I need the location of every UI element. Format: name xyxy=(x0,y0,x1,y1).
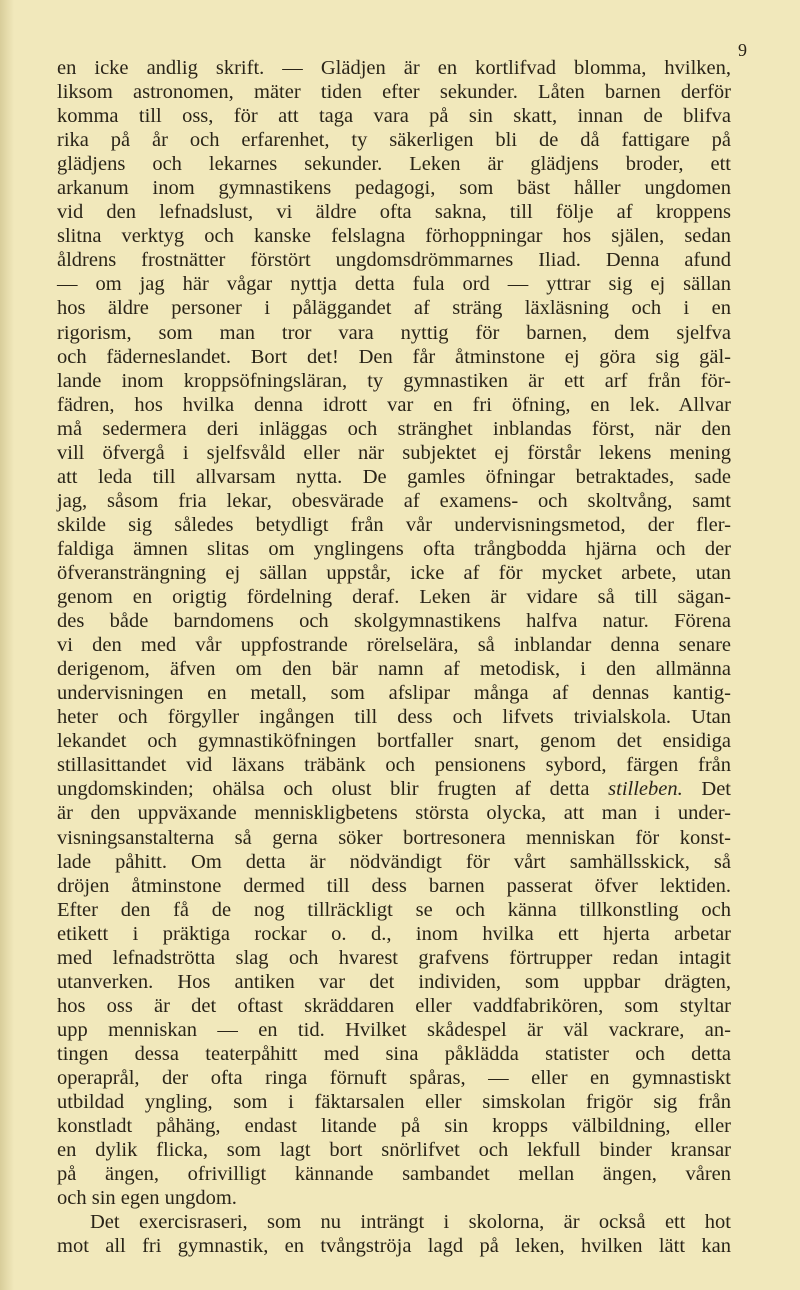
text-segment: konstladt påhäng, endast litande på sin kropps välbildning, eller xyxy=(57,1115,731,1138)
text-segment: hos äldre personer i påläggandet af sträng läxläsning och i en xyxy=(57,297,731,320)
text-segment: — om jag här vågar nyttja detta fula ord — yttrar sig ej sällan xyxy=(57,273,731,296)
text-segment: visningsanstalterna så gerna söker bortresonera menniskan för konst- xyxy=(57,826,731,849)
text-line xyxy=(57,345,731,369)
text-line xyxy=(57,994,731,1018)
text-line xyxy=(57,922,731,946)
text-segment: må sedermera deri inläggas och stränghet inblandas först, när den xyxy=(57,417,731,440)
text-segment: vi den med vår uppfostrande rörelselära, så inblandar denna senare xyxy=(57,634,731,657)
italic-text: stilleben. xyxy=(608,778,683,801)
text-line xyxy=(57,946,731,970)
text-line xyxy=(57,1162,731,1186)
text-segment: är den uppväxande menniskligbetens största olycka, att man i under- xyxy=(57,802,731,825)
text-segment: heter och förgyller ingången till dess och lifvets trivialskola. Utan xyxy=(57,706,731,729)
text-line xyxy=(57,296,731,320)
page-edge-shadow xyxy=(0,0,14,1290)
text-line xyxy=(57,585,731,609)
text-segment: hos oss är det oftast skräddaren eller vaddfabrikören, som styltar xyxy=(57,994,731,1017)
text-segment: på ängen, ofrivilligt kännande sambandet mellan ängen, våren xyxy=(57,1163,731,1186)
text-segment: lande inom kroppsöfningsläran, ty gymnastiken är ett arf från för- xyxy=(57,369,731,392)
text-segment: rigorism, som man tror vara nyttig för barnen, dem sjelfva xyxy=(57,321,731,344)
text-line xyxy=(57,128,731,152)
text-segment: glädjens och lekarnes sekunder. Leken är glädjens broder, ett xyxy=(57,153,731,176)
text-segment: jag, såsom fria lekar, obesvärade af examens- och skoltvång, samt xyxy=(57,489,731,512)
text-line xyxy=(57,1018,731,1042)
text-segment: Efter den få de nog tillräckligt se och känna tillkonstling och xyxy=(57,898,731,921)
text-segment: och sin egen ungdom. xyxy=(57,1187,237,1210)
text-segment: ungdomskinden; ohälsa och olust blir frugten af detta xyxy=(57,778,609,801)
text-line xyxy=(57,489,731,513)
text-segment: upp menniskan — en tid. Hvilket skådespel är väl vackrare, an- xyxy=(57,1018,731,1041)
text-segment: en dylik flicka, som lagt bort snörlifvet och lekfull binder kransar xyxy=(57,1139,731,1162)
text-segment: lekandet och gymnastiköfningen bortfaller snart, genom det ensidiga xyxy=(57,730,731,753)
text-line xyxy=(57,874,731,898)
text-line xyxy=(57,1210,731,1234)
text-line xyxy=(57,441,731,465)
text-segment: med lefnadströtta slag och hvarest grafvens förtrupper redan intagit xyxy=(57,946,731,969)
text-segment: undervisningen en metall, som afslipar många af dennas kantig- xyxy=(57,682,731,705)
text-line xyxy=(57,1114,731,1138)
text-line xyxy=(57,369,731,393)
text-line xyxy=(57,272,731,296)
text-line xyxy=(57,681,731,705)
text-line xyxy=(57,1138,731,1162)
text-line xyxy=(57,801,731,825)
text-line xyxy=(57,417,731,441)
text-line xyxy=(57,537,731,561)
text-line xyxy=(57,705,731,729)
text-segment: stillasittandet vid läxans träbänk och pensionens sybord, färgen från xyxy=(57,754,731,777)
text-line xyxy=(57,248,731,272)
text-segment: derigenom, äfven om den bär namn af metodisk, i den allmänna xyxy=(57,658,731,681)
text-segment: vid den lefnadslust, vi äldre ofta sakna, till följe af kroppens xyxy=(57,201,731,224)
text-segment: öfveransträngning ej sällan uppstår, icke af för mycket arbete, utan xyxy=(57,561,731,584)
text-segment: mot all fri gymnastik, en tvångströja lagd på leken, hvilken lätt kan xyxy=(57,1235,731,1258)
text-line xyxy=(57,465,731,489)
text-segment: åldrens frostnätter förstört ungdomsdrömmarnes Iliad. Denna afund xyxy=(57,249,731,272)
text-line xyxy=(57,224,731,248)
text-segment: tingen dessa teaterpåhitt med sina påklädda statister och detta xyxy=(57,1042,731,1065)
text-line xyxy=(57,777,731,801)
text-segment: att leda till allvarsam nytta. De gamles öfningar betraktades, sade xyxy=(57,465,731,488)
text-segment: utanverken. Hos antiken var det individen, som uppbar drägten, xyxy=(57,970,731,993)
text-segment: des både barndomens och skolgymnastikens halfva natur. Förena xyxy=(57,610,731,633)
text-segment: Det exercisraseri, som nu inträngt i skolorna, är också ett hot xyxy=(90,1211,731,1234)
text-line xyxy=(57,850,731,874)
text-line xyxy=(57,970,731,994)
text-line xyxy=(57,56,731,80)
text-line xyxy=(57,200,731,224)
text-segment: vill öfvergå i sjelfsvåld eller när subjektet ej förstår lekens mening xyxy=(57,441,731,464)
text-line xyxy=(57,80,731,104)
text-line xyxy=(57,513,731,537)
text-segment: liksom astronomen, mäter tiden efter sekunder. Låten barnen derför xyxy=(57,81,731,104)
text-line xyxy=(57,1234,731,1258)
text-segment: lade påhitt. Om detta är nödvändigt för vårt samhällsskick, så xyxy=(57,850,731,873)
text-segment: komma till oss, för att taga vara på sin skatt, innan de blifva xyxy=(57,105,731,128)
page-number: 9 xyxy=(738,40,747,60)
text-line xyxy=(57,657,731,681)
text-line xyxy=(57,152,731,176)
text-line xyxy=(57,633,731,657)
text-line xyxy=(57,729,731,753)
text-segment: slitna verktyg och kanske felslagna förhoppningar hos själen, sedan xyxy=(57,225,731,248)
body-text xyxy=(57,56,731,1258)
text-segment: arkanum inom gymnastikens pedagogi, som bäst håller ungdomen xyxy=(57,177,731,200)
text-line xyxy=(57,1090,731,1114)
text-segment: etikett i präktiga rockar o. d., inom hvilka ett hjerta arbetar xyxy=(57,922,731,945)
text-segment: utbildad yngling, som i fäktarsalen eller simskolan frigör sig från xyxy=(57,1091,731,1114)
text-segment: fädren, hos hvilka denna idrott var en fri öfning, en lek. Allvar xyxy=(57,393,731,416)
text-segment: operaprål, der ofta ringa förnuft spåras, — eller en gymnastiskt xyxy=(57,1066,731,1089)
text-segment: skilde sig således betydligt från vår undervisningsmetod, der fler- xyxy=(57,513,731,536)
text-line xyxy=(57,753,731,777)
text-segment: en icke andlig skrift. — Glädjen är en kortlifvad blomma, hvilken, xyxy=(57,57,731,79)
text-line xyxy=(57,393,731,417)
text-segment: genom en origtig fördelning deraf. Leken är vidare så till sägan- xyxy=(57,586,731,609)
text-segment: dröjen åtminstone dermed till dess barnen passerat öfver lektiden. xyxy=(57,874,731,897)
text-segment: rika på år och erfarenhet, ty säkerligen bli de då fattigare på xyxy=(57,129,731,152)
text-line xyxy=(57,898,731,922)
text-line xyxy=(57,609,731,633)
text-line xyxy=(57,826,731,850)
text-line xyxy=(57,1066,731,1090)
text-segment: och fäderneslandet. Bort det! Den får åtminstone ej göra sig gäl- xyxy=(57,345,731,368)
text-line xyxy=(57,1186,731,1210)
text-segment: faldiga ämnen slitas om ynglingens ofta trångbodda hjärna och der xyxy=(57,537,731,560)
text-segment: Det xyxy=(682,778,731,801)
text-line xyxy=(57,1042,731,1066)
text-line xyxy=(57,321,731,345)
text-line xyxy=(57,176,731,200)
text-line xyxy=(57,561,731,585)
text-line xyxy=(57,104,731,128)
